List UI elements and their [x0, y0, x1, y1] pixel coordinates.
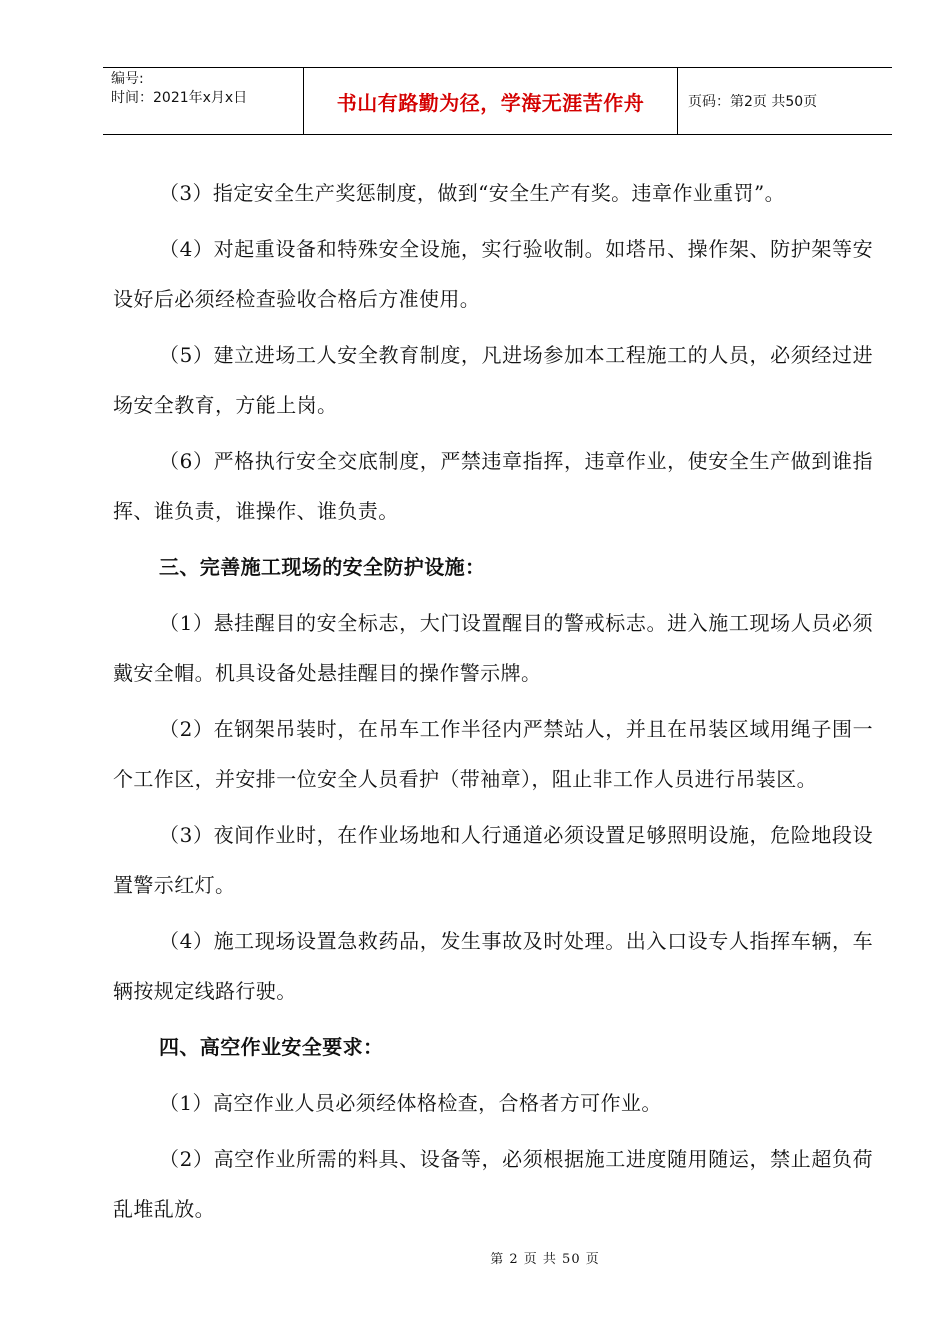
footer-page-number: 第 2 页 共 50 页	[490, 1252, 600, 1267]
page-code: 页码：第2页 共50页	[688, 94, 818, 110]
paragraph: （6）严格执行安全交底制度，严禁违章指挥，违章作业，使安全生产做到谁指挥、谁负责，谁操作、谁负责。	[113, 449, 873, 523]
paragraph: （5）建立进场工人安全教育制度，凡进场参加本工程施工的人员，必须经过进场安全教育，方能上岗。	[113, 343, 873, 417]
paragraph: （1）悬挂醒目的安全标志，大门设置醒目的警戒标志。进入施工现场人员必须戴安全帽。机具设备处悬挂醒目的操作警示牌。	[113, 611, 873, 685]
paragraph: （2）高空作业所需的料具、设备等，必须根据施工进度随用随运，禁止超负荷乱堆乱放。	[113, 1147, 873, 1221]
paragraph: （3）指定安全生产奖惩制度，做到“安全生产有奖。违章作业重罚”。	[159, 181, 785, 205]
date-label: 时间：2021年x月x日	[111, 90, 248, 106]
paragraph: （1）高空作业人员必须经体格检查，合格者方可作业。	[159, 1091, 662, 1115]
paragraph: （4）对起重设备和特殊安全设施，实行验收制。如塔吊、操作架、防护架等安设好后必须经检查验收合格后方准使用。	[113, 237, 873, 311]
document-body	[113, 168, 873, 1240]
paragraph: （2）在钢架吊装时，在吊车工作半径内严禁站人，并且在吊装区域用绳子围一个工作区，并安排一位安全人员看护（带袖章），阻止非工作人员进行吊装区。	[113, 717, 873, 791]
header-motto-cell	[304, 68, 678, 134]
header-meta-cell	[103, 68, 304, 134]
page-header	[103, 67, 892, 135]
page-footer	[0, 1248, 950, 1267]
header-page-cell	[678, 68, 892, 134]
motto-text: 书山有路勤为径，学海无涯苦作舟	[336, 90, 645, 115]
section-heading: 四、高空作业安全要求：	[159, 1035, 384, 1059]
number-label: 编号:	[111, 71, 144, 87]
paragraph: （3）夜间作业时，在作业场地和人行通道必须设置足够照明设施，危险地段设置警示红灯。	[113, 823, 873, 897]
section-heading: 三、完善施工现场的安全防护设施：	[159, 555, 486, 579]
paragraph: （4）施工现场设置急救药品，发生事故及时处理。出入口设专人指挥车辆，车辆按规定线路行驶。	[113, 929, 873, 1003]
